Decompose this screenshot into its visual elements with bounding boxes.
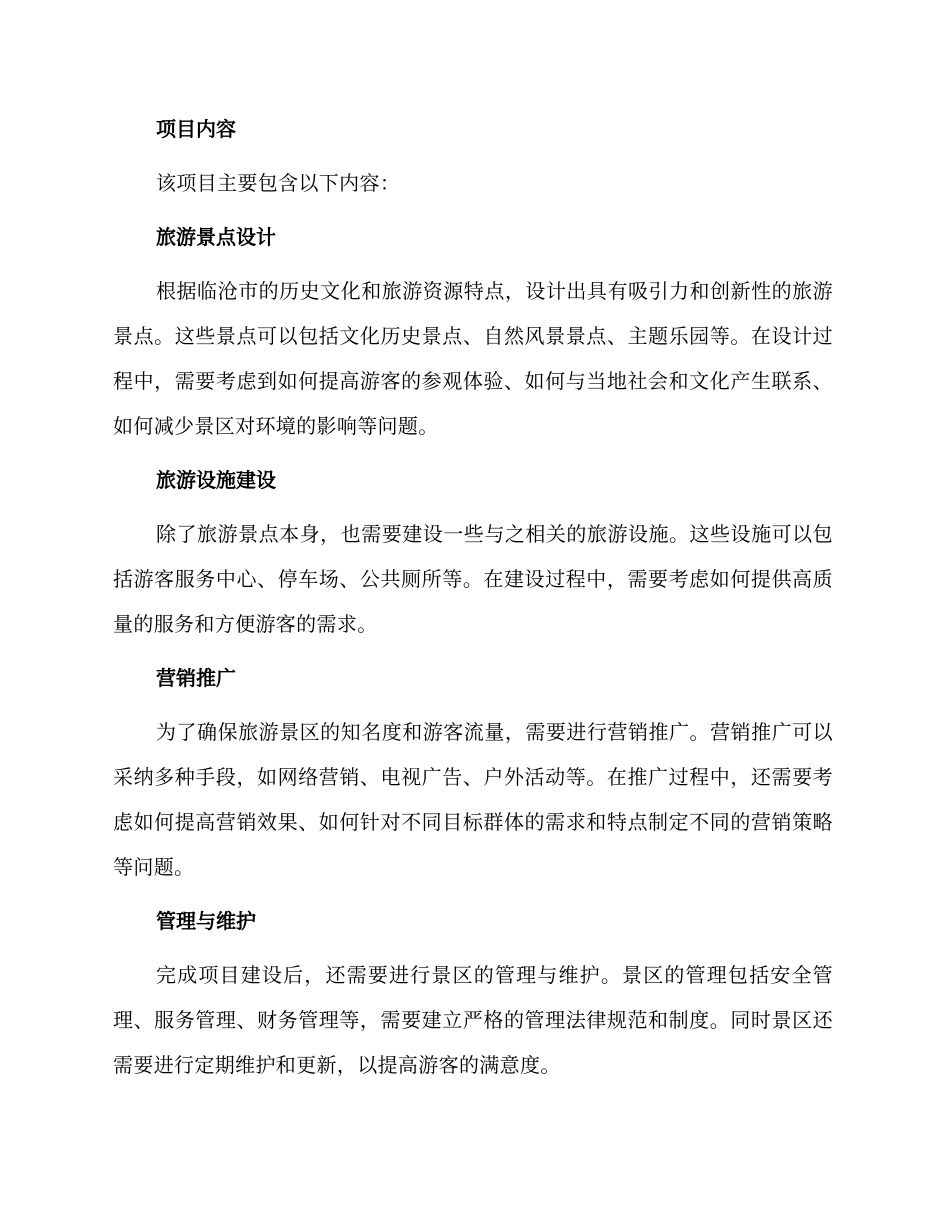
section-heading-management: 管理与维护 (156, 909, 256, 933)
section-body-management: 完成项目建设后，还需要进行景区的管理与维护。景区的管理包括安全管理、服务管理、财务管理等，需要建立严格的管理法律规范和制度。同时景区还需要进行定期维护和更新，以提高游客的满意度。 (113, 963, 833, 1077)
section-heading-facilities: 旅游设施建设 (156, 468, 276, 492)
document-title: 项目内容 (156, 117, 236, 141)
intro-paragraph: 该项目主要包含以下内容： (156, 171, 401, 195)
section-body-facilities: 除了旅游景点本身，也需要建设一些与之相关的旅游设施。这些设施可以包括游客服务中心、停车场、公共厕所等。在建设过程中，需要考虑如何提供高质量的服务和方便游客的需求。 (113, 522, 833, 636)
document-body (113, 107, 833, 1088)
section-heading-marketing: 营销推广 (156, 666, 236, 690)
section-body-scenic-design: 根据临沧市的历史文化和旅游资源特点，设计出具有吸引力和创新性的旅游景点。这些景点可以包括文化历史景点、自然风景景点、主题乐园等。在设计过程中，需要考虑到如何提高游客的参观体验、如何与当地社会和文化产生联系、如何减少景区对环境的影响等问题。 (113, 279, 833, 438)
section-heading-scenic-design: 旅游景点设计 (156, 225, 276, 249)
section-body-marketing: 为了确保旅游景区的知名度和游客流量，需要进行营销推广。营销推广可以采纳多种手段，如网络营销、电视广告、户外活动等。在推广过程中，还需要考虑如何提高营销效果、如何针对不同目标群体的需求和特点制定不同的营销策略等问题。 (113, 720, 833, 879)
